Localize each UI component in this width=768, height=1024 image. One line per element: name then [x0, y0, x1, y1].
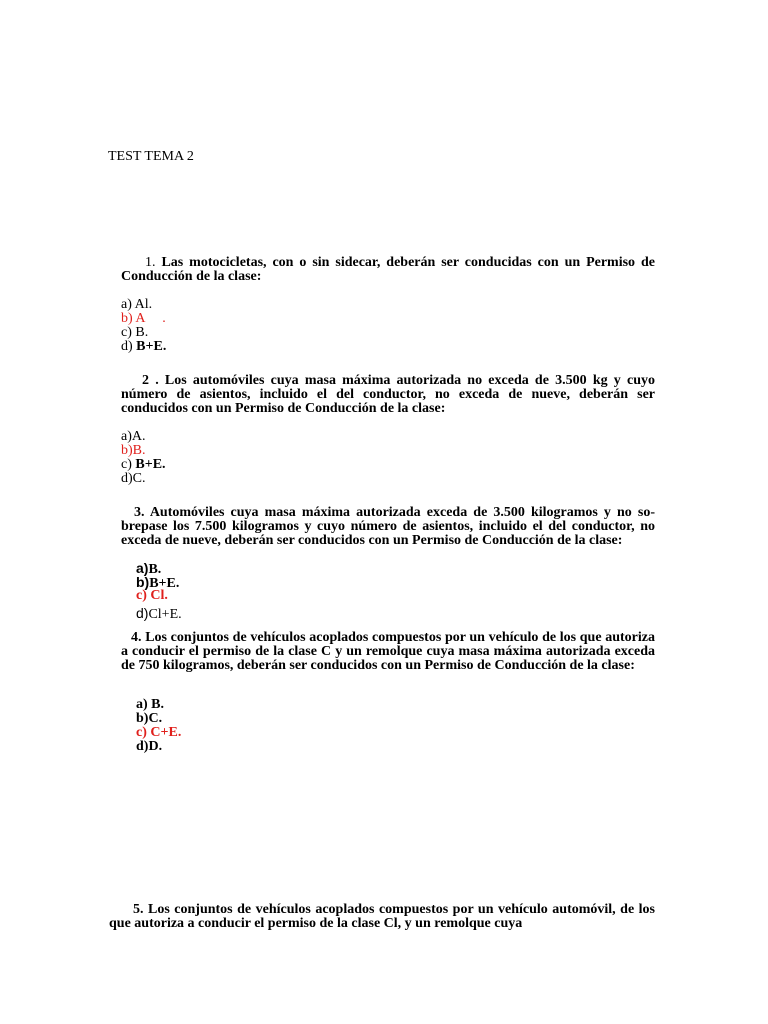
question-5-text: Los conjuntos de vehículos acoplados compuestos por un vehículo automóvil, de los que autoriza a conducir el permiso de la clase Cl, y un remolque cuya	[109, 902, 656, 931]
option-text: B.	[151, 697, 165, 712]
option-letter: a)	[136, 560, 149, 576]
question-3	[121, 506, 655, 548]
question-4-text: Los conjuntos de vehículos acoplados compuestos por un vehículo de los que autoriza a conducir el permiso de la clase C y un remolque cuya masa máxima autorizada exceda de 750 kilogramos, deberán ser conducidos con un Permiso de Conducción de la clase:	[121, 630, 655, 673]
q4-option-d	[136, 740, 162, 754]
option-letter: c)	[136, 725, 147, 740]
option-text: D.	[148, 739, 163, 754]
q4-option-c-correct	[136, 726, 181, 740]
q4-option-b	[136, 712, 162, 726]
option-letter: b)	[121, 443, 133, 458]
option-text: A.	[131, 429, 146, 444]
q4-option-a	[136, 698, 164, 712]
option-letter: d)	[121, 339, 133, 354]
question-5-number: 5.	[133, 902, 144, 917]
q3-option-c-correct	[136, 589, 168, 603]
option-text: B+E.	[149, 576, 180, 591]
question-3-text: Automóviles cuya masa máxima autorizada exceda de 3.500 kilogramos y no so-brepase los 7.500 kilogramos y cuyo número de asientos, incluido el del conductor, no exceda de nueve, deberán ser conducidos con un Permiso de Conducción de la clase:	[121, 505, 655, 548]
option-letter: c)	[121, 325, 132, 340]
option-text: C.	[132, 471, 146, 486]
option-text: B+E.	[135, 457, 166, 472]
option-text: Cl+E.	[148, 607, 182, 622]
option-letter: a)	[121, 429, 132, 444]
question-3-number: 3.	[134, 505, 145, 520]
option-text: C.	[148, 711, 163, 726]
q2-option-a	[121, 430, 146, 444]
question-2	[121, 374, 655, 416]
option-text: C+E.	[150, 725, 182, 740]
q2-option-d	[121, 472, 146, 486]
question-1-text: Las motocicletas, con o sin sidecar, deberán ser conducidas con un Permiso de Conducción de la clase:	[121, 255, 655, 284]
question-4	[121, 631, 655, 673]
option-letter: a)	[136, 697, 148, 712]
option-letter: a)	[121, 297, 132, 312]
option-text: B.	[135, 325, 149, 340]
page-title: TEST TEMA 2	[108, 149, 194, 164]
option-letter: c)	[136, 588, 147, 603]
question-5	[109, 903, 655, 931]
q1-option-a	[121, 298, 152, 312]
option-letter: b)	[136, 711, 149, 726]
option-text: Cl.	[150, 588, 168, 603]
option-letter: c)	[121, 457, 132, 472]
option-text: A	[135, 311, 145, 326]
option-letter: d)	[121, 471, 133, 486]
q3-option-d	[136, 606, 182, 622]
question-4-number: 4.	[131, 630, 142, 645]
option-suffix: .	[162, 311, 166, 326]
option-letter: b)	[121, 311, 133, 326]
q2-option-c	[121, 458, 166, 472]
question-2-text: Los automóviles cuya masa máxima autorizada no exceda de 3.500 kg y cuyo número de asientos, incluido el del conductor, no exceda de nueve, deberán ser conducidos con un Permiso de Conducción de la clase:	[121, 373, 656, 416]
option-text: B.	[132, 443, 146, 458]
option-letter: d)	[136, 739, 149, 754]
option-text: B+E.	[136, 339, 167, 354]
option-letter: b)	[136, 574, 150, 590]
option-text: B.	[148, 562, 162, 577]
q2-option-b-correct	[121, 444, 146, 458]
q1-option-d	[121, 340, 166, 354]
question-1-number: 1.	[145, 255, 156, 270]
option-text: Al.	[134, 297, 153, 312]
option-letter: d)	[136, 605, 149, 621]
question-1	[121, 256, 655, 284]
q1-option-b-correct	[121, 312, 166, 326]
question-2-number: 2 .	[142, 373, 159, 388]
q1-option-c	[121, 326, 148, 340]
